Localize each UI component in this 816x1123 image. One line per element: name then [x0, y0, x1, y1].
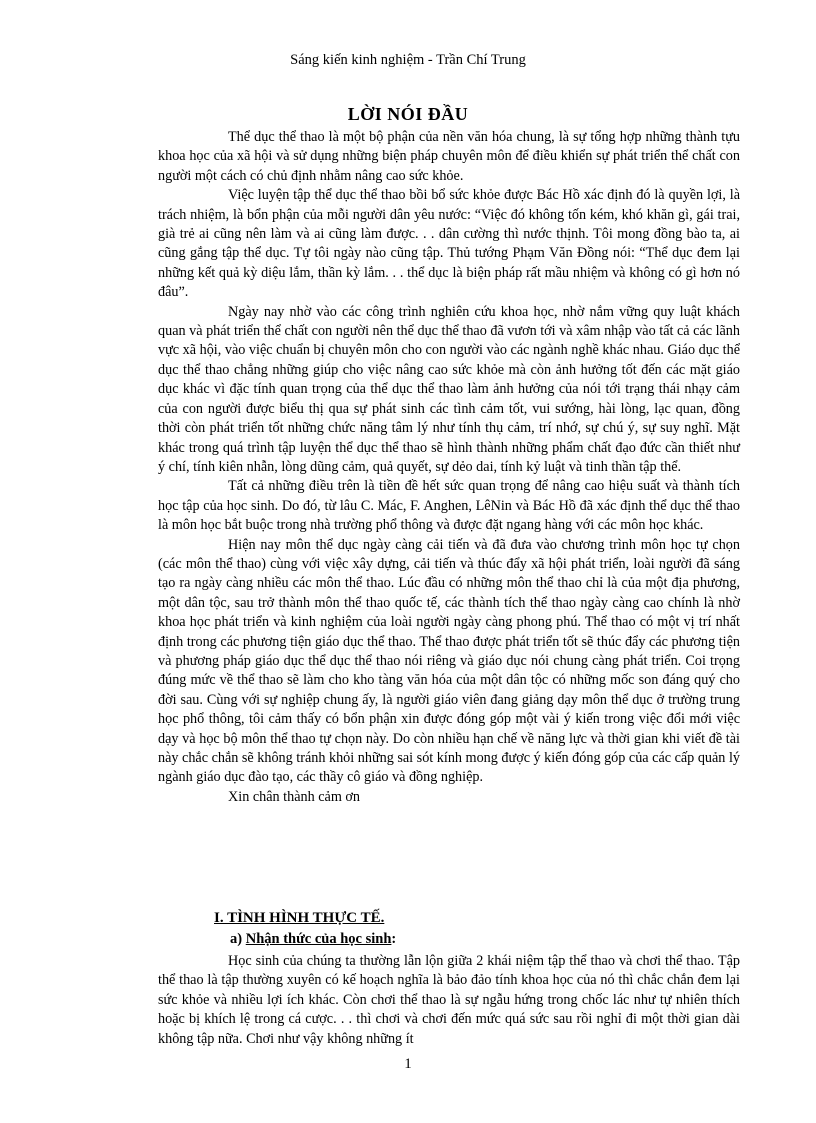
paragraph: Thể dục thể thao là một bộ phận của nền văn hóa chung, là sự tổng hợp những thành tựu khoa học của xã hội và sử dụng những biện pháp chuyên môn để điều khiển sự phát triển thể chất con người một cách có chủ định nhằm nâng cao sức khỏe.: [158, 129, 740, 184]
closing-thanks: Xin chân thành cảm ơn: [228, 788, 360, 805]
paragraph: Tất cả những điều trên là tiền đề hết sức quan trọng để nâng cao hiệu suất và thành tích học tập của học sinh. Do đó, từ lâu C. Mác, F. Anghen, LêNin và Bác Hồ đã xác định thể dục thể thao là môn học bắt buộc trong nhà trường phổ thông và được đặt ngang hàng với các môn học khác.: [158, 478, 740, 534]
subheading-text: Nhận thức của học sinh: [245, 931, 392, 947]
page-header: Sáng kiến kinh nghiệm - Trần Chí Trung: [290, 52, 526, 68]
paragraph: Hiện nay môn thể dục ngày càng cải tiến và đã đưa vào chương trình môn học tự chọn (các môn thể thao) cùng với việc xây dựng, cải tiến và thúc đẩy xã hội phát triển, loài người đã sáng tạo ra ngày càng nhiều các môn thể thao. Lúc đầu có những môn thể thao chỉ là của một địa phương, một dân tộc, sau trở thành môn thể thao quốc tế, các thành tích thể thao ngày càng cao chính là nhờ khoa học phát triển và kinh nghiệm của loài người ngày càng phong phú. Thể thao có một vị trí nhất định trong các phương tiện giáo dục thể thao. Thể thao được phát triển tốt sẽ thúc đẩy các phương tiện và phương pháp giáo dục thể dục thể thao nói riêng và giáo dục nói chung càng phát triển. Coi trọng đúng mức về thể thao sẽ làm cho kho tàng văn hóa của một dân tộc có những mốc son đáng quý cho đời sau. Cùng với sự nghiệp chung ấy, là người giáo viên đang giảng dạy môn thể dục ở trường trung học phổ thông, tôi cảm thấy có bổn phận xin được đóng góp một vài ý kiến trong việc đổi mới việc dạy và học bộ môn thể thao tự chọn này. Do còn nhiều hạn chế về năng lực và thời gian khi viết đề tài này chắc chắn sẽ không tránh khỏi những sai sót kính mong được ý kiến đóng góp của các cấp quản lý ngành giáo dục đào tạo, các thầy cô giáo và đồng nghiệp.: [158, 536, 740, 786]
page-title: LỜI NÓI ĐẦU: [347, 104, 469, 124]
subheading-suffix: :: [391, 931, 397, 947]
subheading: [230, 931, 396, 948]
section-body: [158, 952, 740, 1049]
preface-body: [158, 128, 740, 807]
section-heading: I. TÌNH HÌNH THỰC TẾ.: [214, 910, 385, 926]
subheading-prefix: a): [230, 931, 246, 947]
paragraph: Ngày nay nhờ vào các công trình nghiên cứu khoa học, nhờ nắm vững quy luật khách quan và phát triển thể chất con người nên thể dục thể thao đã vươn tới và xâm nhập vào tất cả các lãnh vực xã hội, vào việc chuẩn bị chuyên môn cho con người vào các ngành nghề khác nhau. Giáo dục thể dục thể thao chẳng những giúp cho việc nâng cao sức khỏe mà còn ảnh hưởng tốt đến các mặt giáo dục khác vì đặc tính quan trọng của thể dục thể thao làm ảnh hưởng của nói tới trạng thái nhạy cảm của con người được biểu thị qua sự phát sinh các tình cảm tốt, vui sướng, hài lòng, lạc quan, đồng thời còn phát triển tốt những chức năng tâm lý như tính thụ cảm, trí nhớ, sự chú ý, sự suy nghĩ. Mặt khác trong quá trình tập luyện thể dục thể thao sẽ hình thành những phẩm chất đạo đức cần thiết như ý chí, tính kiên nhẫn, lòng dũng cảm, quả quyết, sự dẻo dai, tính kỷ luật và tinh thần tập thể.: [158, 303, 740, 475]
section-paragraph: Học sinh của chúng ta thường lẫn lộn giữa 2 khái niệm tập thể thao và chơi thể thao. Tập thể thao là tập thường xuyên có kế hoạch nghĩa là bảo đảo tính khoa học của nó thì chắc chắn đem lại sức khỏe và nhiều lợi ích khác. Còn chơi thể thao là sự ngẫu hứng trong chốc lác như tự nhiên thích hoặc bị khích lệ trong cá cược. . . thì chơi và chơi đến mức quá sức sau rồi nghỉ đi một thời gian dài không tập nữa. Chơi như vậy không những ít: [158, 953, 740, 1047]
paragraph: Việc luyện tập thể dục thể thao bồi bổ sức khỏe được Bác Hồ xác định đó là quyền lợi, là trách nhiệm, là bổn phận của mỗi người dân yêu nước: “Việc đó không tốn kém, khó khăn gì, gái trai, già trẻ ai cũng nên làm và ai cũng làm được. . . dân cường thì nước thịnh. Tôi mong đồng bào ta, ai cũng gắng tập thể dục. Tự tôi ngày nào cũng tập. Thủ tướng Phạm Văn Đồng nói: “Thể dục đem lại những kết quả kỳ diệu lắm, thần kỳ lắm. . . thể dục là biện pháp rất mầu nhiệm và không có gì hơn nó đâu”.: [158, 187, 740, 301]
page-number: 1: [404, 1056, 412, 1072]
